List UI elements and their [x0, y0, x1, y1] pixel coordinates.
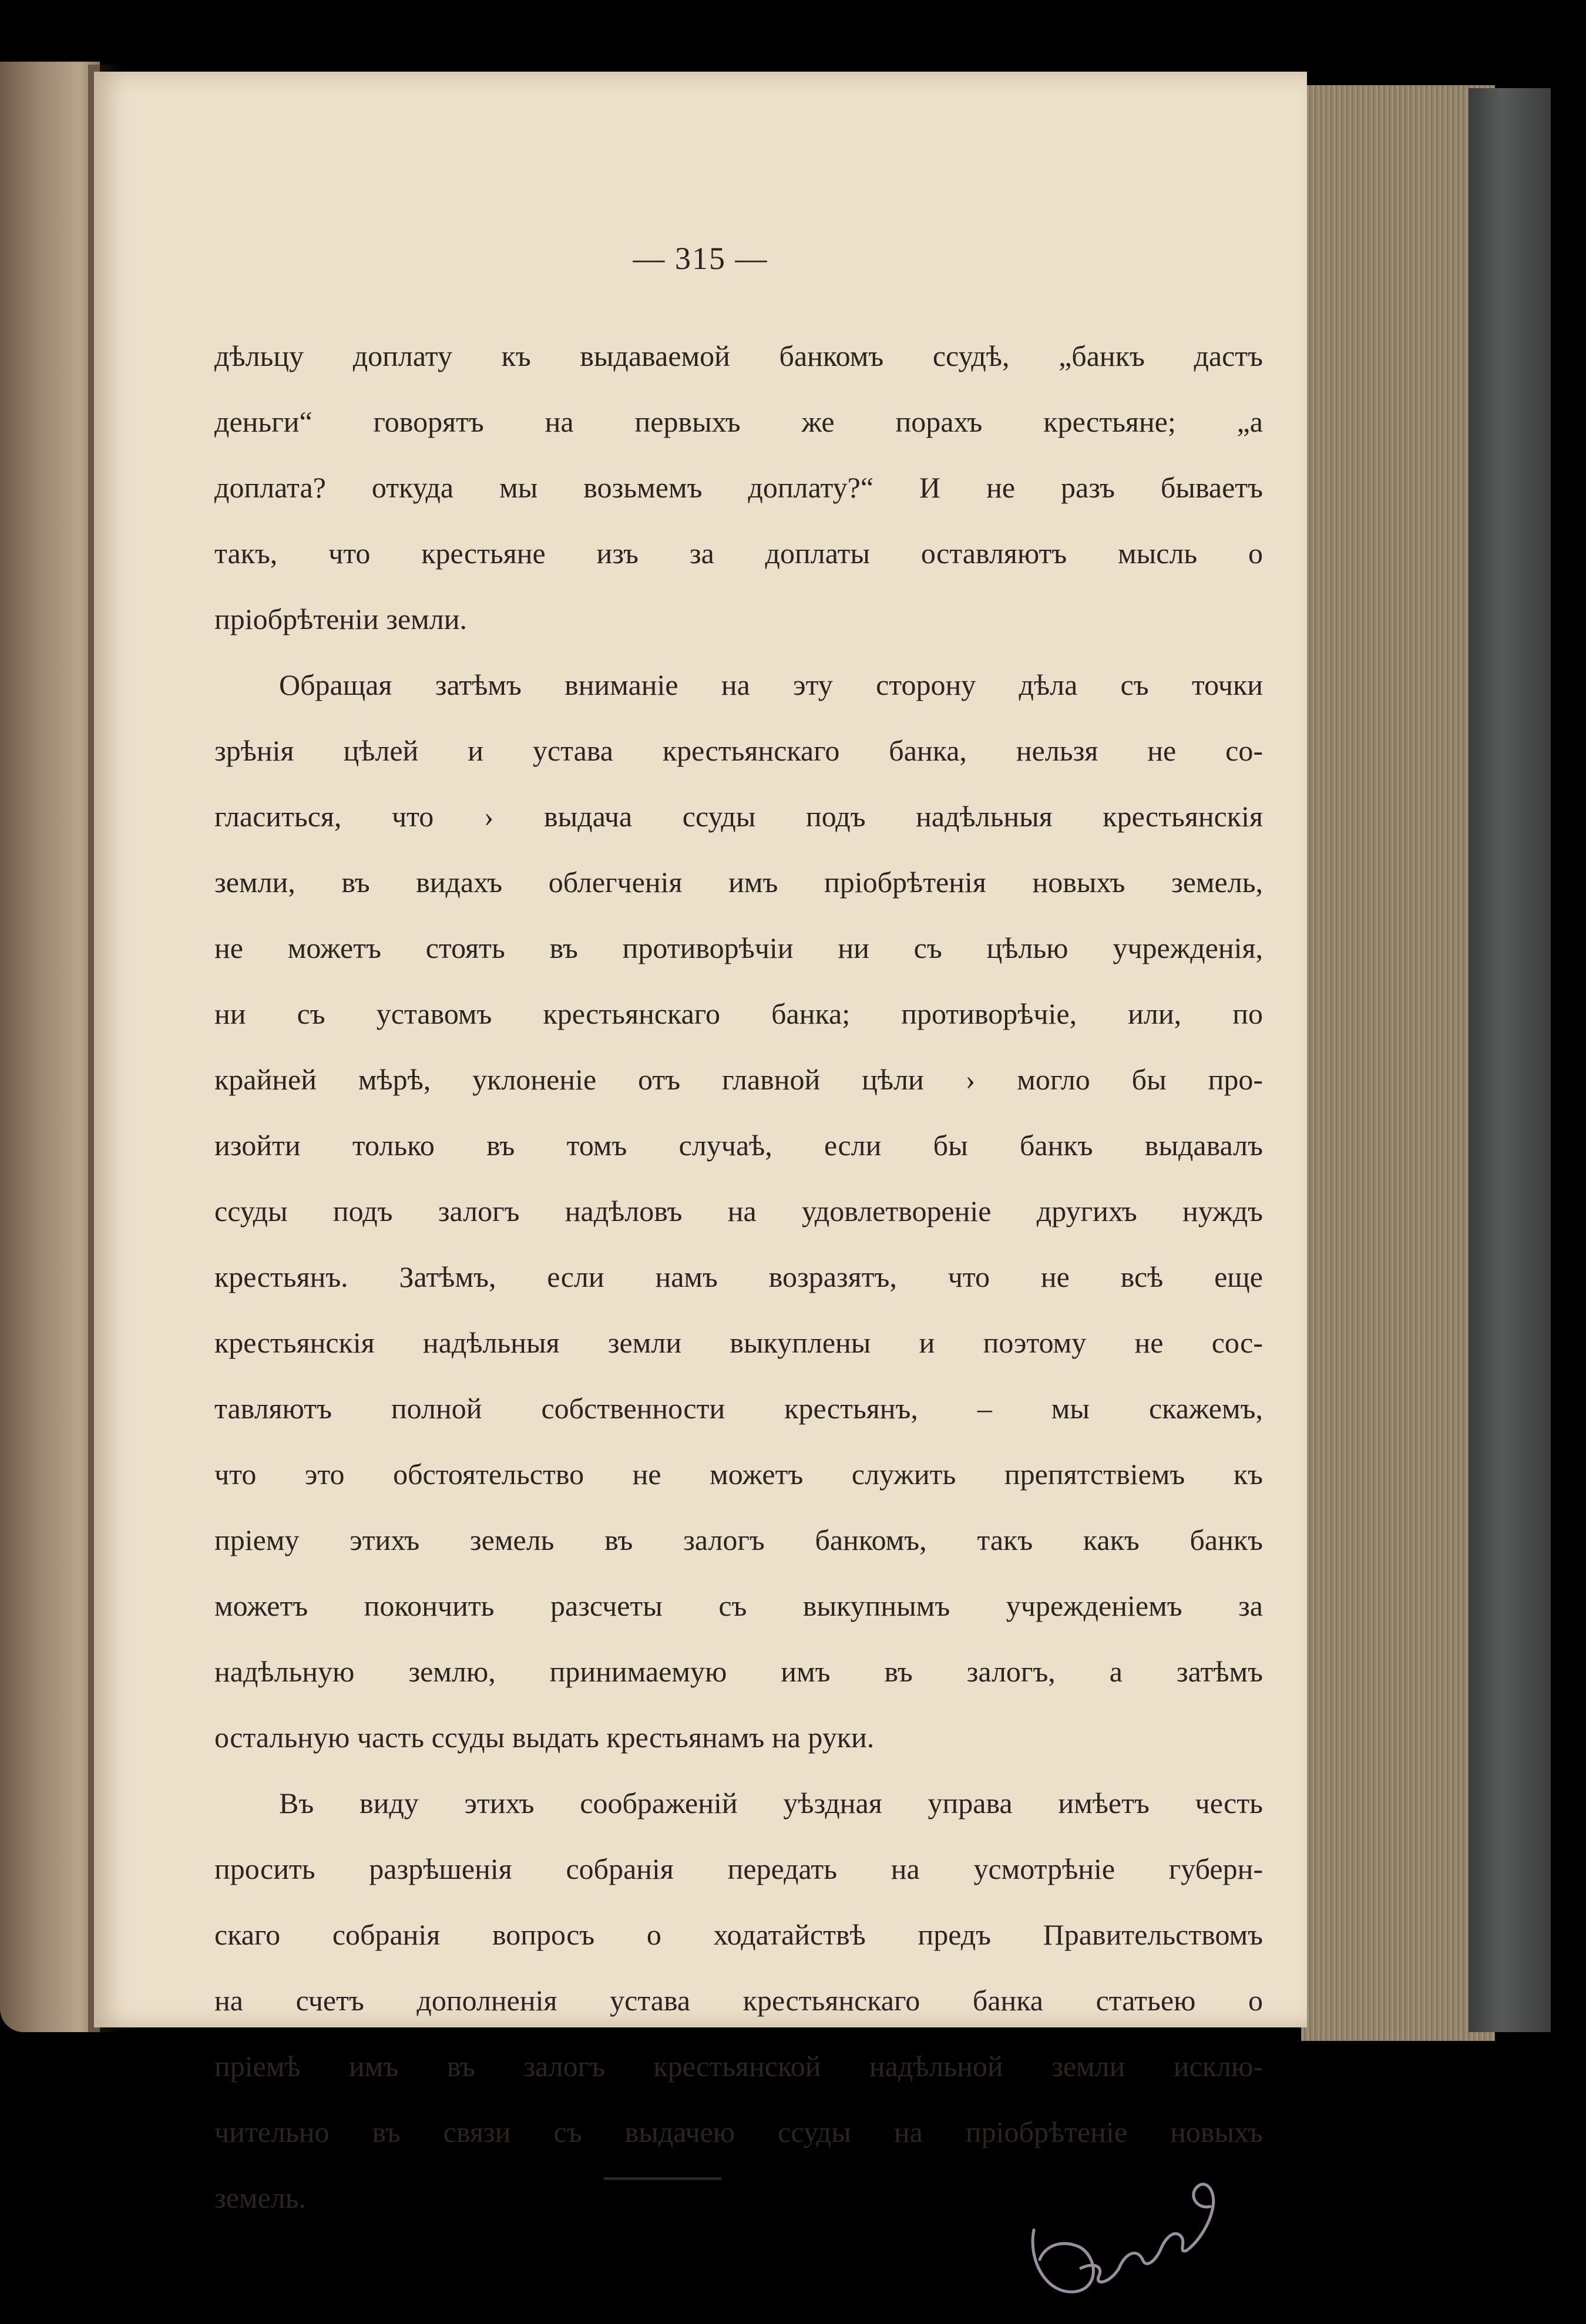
- text-line: деньги“ говорятъ на первыхъ же порахъ крестьяне; „а: [214, 405, 1263, 438]
- page-stack-edges: [1301, 85, 1495, 2041]
- page-number: — 315 —: [633, 241, 768, 276]
- text-line: крестьянъ. Затѣмъ, если намъ возразятъ, что не всѣ еще: [214, 1260, 1263, 1293]
- text-line: просить разрѣшенія собранія передать на усмотрѣніе губерн-: [214, 1852, 1263, 1885]
- end-rule: [604, 2177, 721, 2180]
- handwritten-note: [1010, 2142, 1234, 2324]
- text-line: что это обстоятельство не можетъ служить препятствіемъ къ: [214, 1458, 1263, 1491]
- text-line: пріему этихъ земель въ залогъ банкомъ, такъ какъ банкъ: [214, 1523, 1263, 1556]
- text-line: скаго собранія вопросъ о ходатайствѣ предъ Правительствомъ: [214, 1918, 1263, 1951]
- text-line: тавляютъ полной собственности крестьянъ, – мы скажемъ,: [214, 1392, 1263, 1425]
- text-line: ссуды подъ залогъ надѣловъ на удовлетвореніе другихъ нуждъ: [214, 1195, 1263, 1227]
- text-line: ни съ уставомъ крестьянскаго банка; противорѣчіе, или, по: [214, 997, 1263, 1030]
- text-line: дѣльцу доплату къ выдаваемой банкомъ ссудѣ, „банкъ дастъ: [214, 339, 1263, 372]
- text-line: земель.: [214, 2181, 307, 2214]
- text-line: Въ виду этихъ соображеній уѣздная управа имѣетъ честь: [279, 1787, 1263, 1819]
- text-line: Обращая затѣмъ вниманіе на эту сторону дѣла съ точки: [279, 668, 1263, 701]
- text-line: остальную часть ссуды выдать крестьянамъ на руки.: [214, 1721, 875, 1754]
- left-page-edge: [0, 62, 100, 2032]
- text-line: гласиться, что › выдача ссуды подъ надѣльныя крестьянскія: [214, 800, 1263, 833]
- book-page: [94, 72, 1307, 2214]
- text-line: зрѣнія цѣлей и устава крестьянскаго банка, нельзя не со-: [214, 734, 1263, 767]
- text-line: изойти только въ томъ случаѣ, если бы банкъ выдавалъ: [214, 1129, 1263, 1162]
- text-line: пріобрѣтеніи земли.: [214, 603, 467, 635]
- text-line: крайней мѣрѣ, уклоненіе отъ главной цѣли › могло бы про-: [214, 1063, 1263, 1096]
- text-line: можетъ покончить разсчеты съ выкупнымъ учрежденіемъ за: [214, 1589, 1263, 1622]
- text-line: крестьянскія надѣльныя земли выкуплены и поэтому не сос-: [214, 1326, 1263, 1359]
- text-line: такъ, что крестьяне изъ за доплаты оставляютъ мысль о: [214, 537, 1263, 570]
- page-body: [214, 323, 1263, 2231]
- text-line: доплата? откуда мы возьмемъ доплату?“ И не разъ бываетъ: [214, 471, 1263, 504]
- text-line: пріемѣ имъ въ залогъ крестьянской надѣльной земли исклю-: [214, 2050, 1263, 2083]
- text-line: не можетъ стоять въ противорѣчіи ни съ цѣлью учрежденія,: [214, 931, 1263, 964]
- text-line: земли, въ видахъ облегченія имъ пріобрѣтенія новыхъ земель,: [214, 866, 1263, 899]
- text-line: чительно въ связи съ выдачею ссуды на пріобрѣтеніе новыхъ: [214, 2116, 1263, 2148]
- book-cover: [1469, 88, 1551, 2032]
- text-line: надѣльную землю, принимаемую имъ въ залогъ, а затѣмъ: [214, 1655, 1263, 1688]
- text-line: на счетъ дополненія устава крестьянскаго банка статьею о: [214, 1984, 1263, 2017]
